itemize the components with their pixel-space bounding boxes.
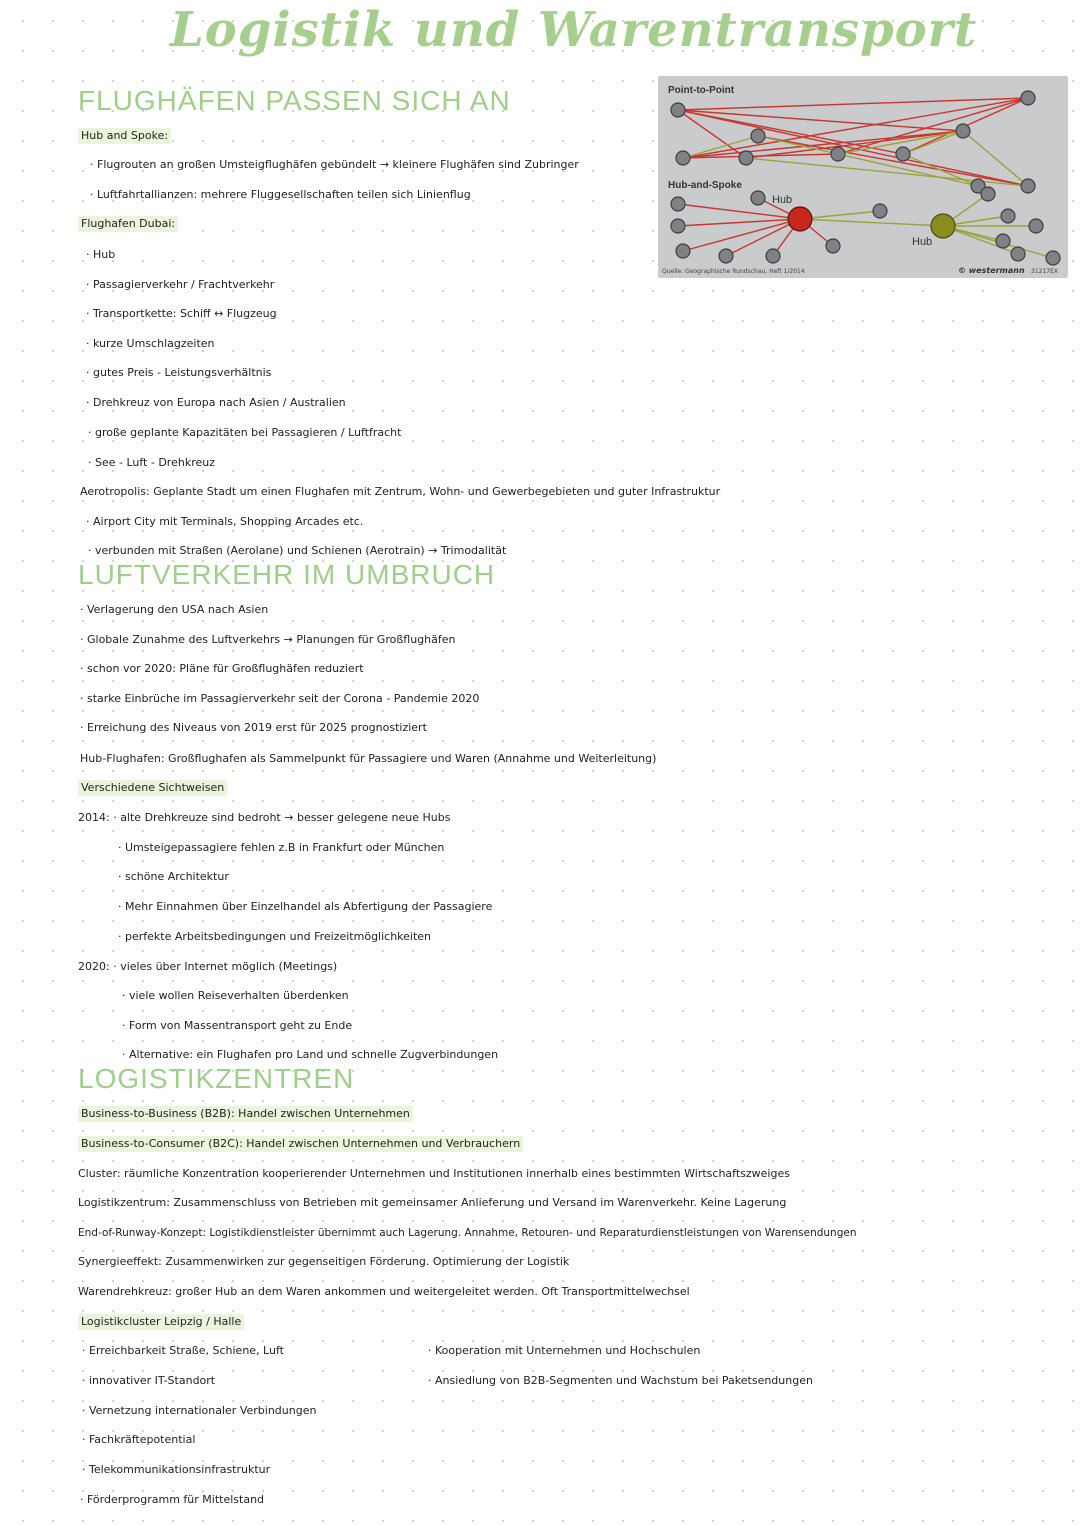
note-line: · Flugrouten an großen Umsteigflughäfen gebündelt → kleinere Flughäfen sind Zubringer (90, 158, 579, 171)
note-line: · Förderprogramm für Mittelstand (80, 1493, 265, 1506)
note-line: 2020: · vieles über Internet möglich (Meetings) (78, 960, 338, 973)
note-line: · Globale Zunahme des Luftverkehrs → Planungen für Großflughäfen (80, 633, 456, 646)
note-line: · große geplante Kapazitäten bei Passagieren / Luftfracht (88, 426, 402, 439)
note-line: · schöne Architektur (118, 870, 229, 883)
page-title: Logistik und Warentransport (170, 2, 978, 58)
note-line: · Form von Massentransport geht zu Ende (122, 1019, 353, 1032)
note-line: · See - Luft - Drehkreuz (88, 456, 215, 469)
note-line: · innovativer IT-Standort (82, 1374, 216, 1387)
note-line: Business-to-Consumer (B2C): Handel zwischen Unternehmen und Verbrauchern (78, 1136, 523, 1152)
note-line: · Fachkräftepotential (82, 1433, 196, 1446)
note-line: · Erreichbarkeit Straße, Schiene, Luft (82, 1344, 284, 1357)
note-line: · Hub (86, 248, 116, 261)
note-line: · Ansiedlung von B2B-Segmenten und Wachstum bei Paketsendungen (428, 1374, 813, 1387)
hub-and-spoke-label: Hub-and-Spoke (668, 180, 742, 191)
note-line: Logistikcluster Leipzig / Halle (78, 1314, 244, 1330)
note-line: Hub-Flughafen: Großflughafen als Sammelpunkt für Passagiere und Waren (Annahme und Weiterleitung) (80, 752, 657, 765)
note-line: · Alternative: ein Flughafen pro Land und schnelle Zugverbindungen (122, 1048, 499, 1061)
note-line: · Passagierverkehr / Frachtverkehr (86, 278, 275, 291)
network-figure (658, 76, 1068, 278)
note-line: · Drehkreuz von Europa nach Asien / Australien (86, 396, 346, 409)
section3-heading: LOGISTIKZENTREN (78, 1063, 355, 1094)
point-to-point-label: Point-to-Point (668, 85, 735, 96)
note-line: 2014: · alte Drehkreuze sind bedroht → besser gelegene neue Hubs (78, 811, 451, 824)
note-line: · kurze Umschlagzeiten (86, 337, 215, 350)
note-line: · starke Einbrüche im Passagierverkehr seit der Corona - Pandemie 2020 (80, 692, 480, 705)
note-line: Warendrehkreuz: großer Hub an dem Waren ankommen und weitergeleitet werden. Oft Transportmittelwechsel (78, 1285, 690, 1298)
note-line: · viele wollen Reiseverhalten überdenken (122, 989, 349, 1002)
network-diagram (658, 76, 1068, 278)
note-line: · Airport City mit Terminals, Shopping Arcades etc. (86, 515, 364, 528)
note-line: · Vernetzung internationaler Verbindungen (82, 1404, 317, 1417)
note-line: · gutes Preis - Leistungsverhältnis (86, 366, 272, 379)
note-line: Verschiedene Sichtweisen (78, 780, 227, 796)
note-line: Cluster: räumliche Konzentration kooperierender Unternehmen und Institutionen innerhalb eines bestimmten Wirtschaftszweiges (78, 1167, 790, 1180)
note-line: · Kooperation mit Unternehmen und Hochschulen (428, 1344, 701, 1357)
note-line: Hub and Spoke: (78, 128, 171, 144)
note-line: · Telekommunikationsinfrastruktur (82, 1463, 271, 1476)
note-line: Business-to-Business (B2B): Handel zwischen Unternehmen (78, 1106, 413, 1122)
hub2-label: Hub (912, 236, 933, 248)
section2-heading: LUFTVERKEHR IM UMBRUCH (78, 559, 496, 590)
note-line: · Verlagerung den USA nach Asien (80, 603, 269, 616)
note-line: Logistikzentrum: Zusammenschluss von Betrieben mit gemeinsamer Anlieferung und Versand im Warenverkehr. Keine Lagerung (78, 1196, 787, 1209)
figure-copyright: © westermann (958, 266, 1025, 275)
figure-source: Quelle: Geographische Rundschau, Heft 1/2014 (662, 268, 805, 275)
note-line: Synergieeffekt: Zusammenwirken zur gegenseitigen Förderung. Optimierung der Logistik (78, 1255, 570, 1268)
note-line: · Transportkette: Schiff ↔ Flugzeug (86, 307, 277, 320)
note-line: · Luftfahrtallianzen: mehrere Fluggesellschaften teilen sich Linienflug (90, 188, 471, 201)
section1-heading: FLUGHÄFEN PASSEN SICH AN (78, 85, 511, 116)
note-line: Aerotropolis: Geplante Stadt um einen Flughafen mit Zentrum, Wohn- und Gewerbegebieten und guter Infrastruktur (80, 485, 721, 498)
figure-code: 31217EX (1031, 268, 1058, 275)
note-line: · Erreichung des Niveaus von 2019 erst für 2025 prognostiziert (80, 721, 427, 734)
note-line: · perfekte Arbeitsbedingungen und Freizeitmöglichkeiten (118, 930, 432, 943)
note-line: · Umsteigepassagiere fehlen z.B in Frankfurt oder München (118, 841, 445, 854)
note-line: Flughafen Dubai: (78, 216, 178, 232)
note-line: End-of-Runway-Konzept: Logistikdienstleister übernimmt auch Lagerung. Annahme, Retouren- und Reparaturdienstleistungen von Warensendungen (78, 1227, 857, 1239)
hub1-label: Hub (772, 194, 793, 206)
note-line: · Mehr Einnahmen über Einzelhandel als Abfertigung der Passagiere (118, 900, 493, 913)
note-line: · verbunden mit Straßen (Aerolane) und Schienen (Aerotrain) → Trimodalität (88, 544, 507, 557)
note-line: · schon vor 2020: Pläne für Großflughäfen reduziert (80, 662, 364, 675)
